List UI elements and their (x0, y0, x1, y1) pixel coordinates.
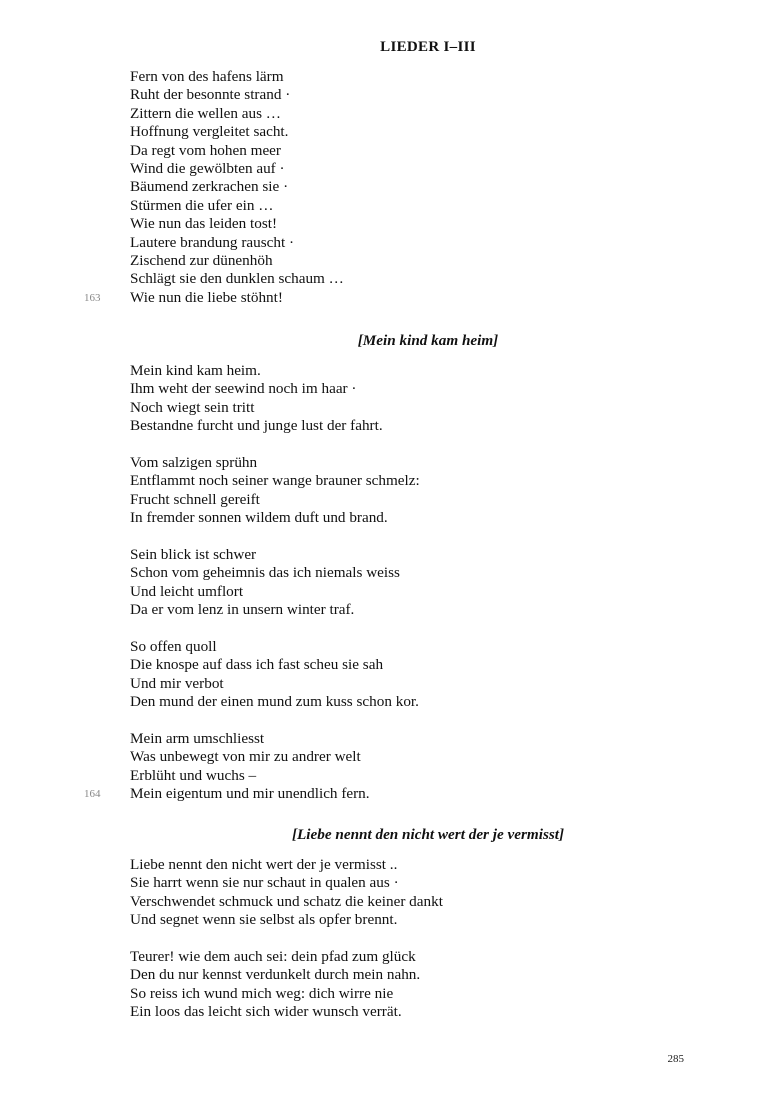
poem-line: Verschwendet schmuck und schatz die keiner dankt (130, 892, 443, 910)
poem-line: Fern von des hafens lärm (130, 68, 284, 85)
poem-body (130, 362, 420, 803)
poem-line: Frucht schnell gereift (130, 490, 260, 508)
poem-line: Sein blick ist schwer (130, 545, 257, 563)
poem-line: Entflammt noch seiner wange brauner schmelz: (130, 472, 420, 490)
poem-line: Ruht der besonnte strand · (130, 86, 291, 104)
poem-line: Bestandne furcht und junge lust der fahrt. (130, 417, 383, 435)
poem-line: Zischend zur dünenhöh (130, 251, 273, 269)
poem-line: Erblüht und wuchs – (130, 766, 257, 784)
poem-title: [Mein kind kam heim] (357, 332, 499, 349)
line-number: 163 (84, 292, 101, 304)
poem-line: Da regt vom hohen meer (130, 141, 281, 159)
poem-line: Lautere brandung rauscht · (130, 233, 295, 251)
poem-line: Da er vom lenz in unsern winter traf. (130, 601, 355, 619)
poem-continuation (130, 68, 344, 307)
poem-line: So offen quoll (130, 637, 217, 655)
poem-line: Wie nun die liebe stöhnt! (130, 288, 283, 306)
stanza-gap (130, 436, 420, 454)
poem-line: Und leicht umflort (130, 582, 244, 600)
poem-line: Teurer! wie dem auch sei: dein pfad zum glück (130, 947, 416, 965)
poem-line: So reiss ich wund mich weg: dich wirre nie (130, 984, 394, 1002)
poem-line: Den mund der einen mund zum kuss schon kor. (130, 693, 419, 711)
poem-line: Mein arm umschliesst (130, 729, 265, 747)
poem-line: Den du nur kennst verdunkelt durch mein nahn. (130, 966, 421, 984)
poem-body (130, 856, 443, 1022)
poem-line: Und mir verbot (130, 674, 224, 692)
poem-line: Noch wiegt sein tritt (130, 398, 255, 416)
poem-line: Schon vom geheimnis das ich niemals weiss (130, 564, 400, 582)
poem-line: Sie harrt wenn sie nur schaut in qualen aus · (130, 874, 399, 892)
poem-line: Und segnet wenn sie selbst als opfer brennt. (130, 911, 398, 929)
poem-line: Liebe nennt den nicht wert der je vermisst .. (130, 856, 398, 873)
poem-line: Wind die gewölbten auf · (130, 159, 285, 177)
poem-line: Die knospe auf dass ich fast scheu sie sah (130, 656, 384, 674)
stanza-gap (130, 619, 420, 637)
poem-line: Mein eigentum und mir unendlich fern. (130, 784, 370, 802)
running-head: LIEDER I–III (380, 39, 476, 55)
poem-line: In fremder sonnen wildem duft und brand. (130, 509, 388, 527)
poem-line: Ihm weht der seewind noch im haar · (130, 380, 357, 398)
poem-line: Vom salzigen sprühn (130, 453, 258, 471)
page-number: 285 (667, 1053, 684, 1065)
poem-line: Wie nun das leiden tost! (130, 215, 278, 233)
stanza-gap (130, 528, 420, 546)
poem-title: [Liebe nennt den nicht wert der je vermisst] (291, 826, 565, 843)
poem-line: Schlägt sie den dunklen schaum … (130, 270, 344, 288)
poem-line: Was unbewegt von mir zu andrer welt (130, 748, 361, 766)
line-number: 164 (84, 788, 101, 800)
stanza-gap (130, 930, 443, 948)
stanza-gap (130, 711, 420, 729)
poem-line: Stürmen die ufer ein … (130, 196, 274, 214)
poem-line: Hoffnung vergleitet sacht. (130, 123, 289, 141)
poem-line: Ein loos das leicht sich wider wunsch verrät. (130, 1003, 402, 1021)
poem-line: Mein kind kam heim. (130, 362, 261, 379)
poem-line: Zittern die wellen aus … (130, 104, 281, 122)
poem-line: Bäumend zerkrachen sie · (130, 178, 289, 196)
